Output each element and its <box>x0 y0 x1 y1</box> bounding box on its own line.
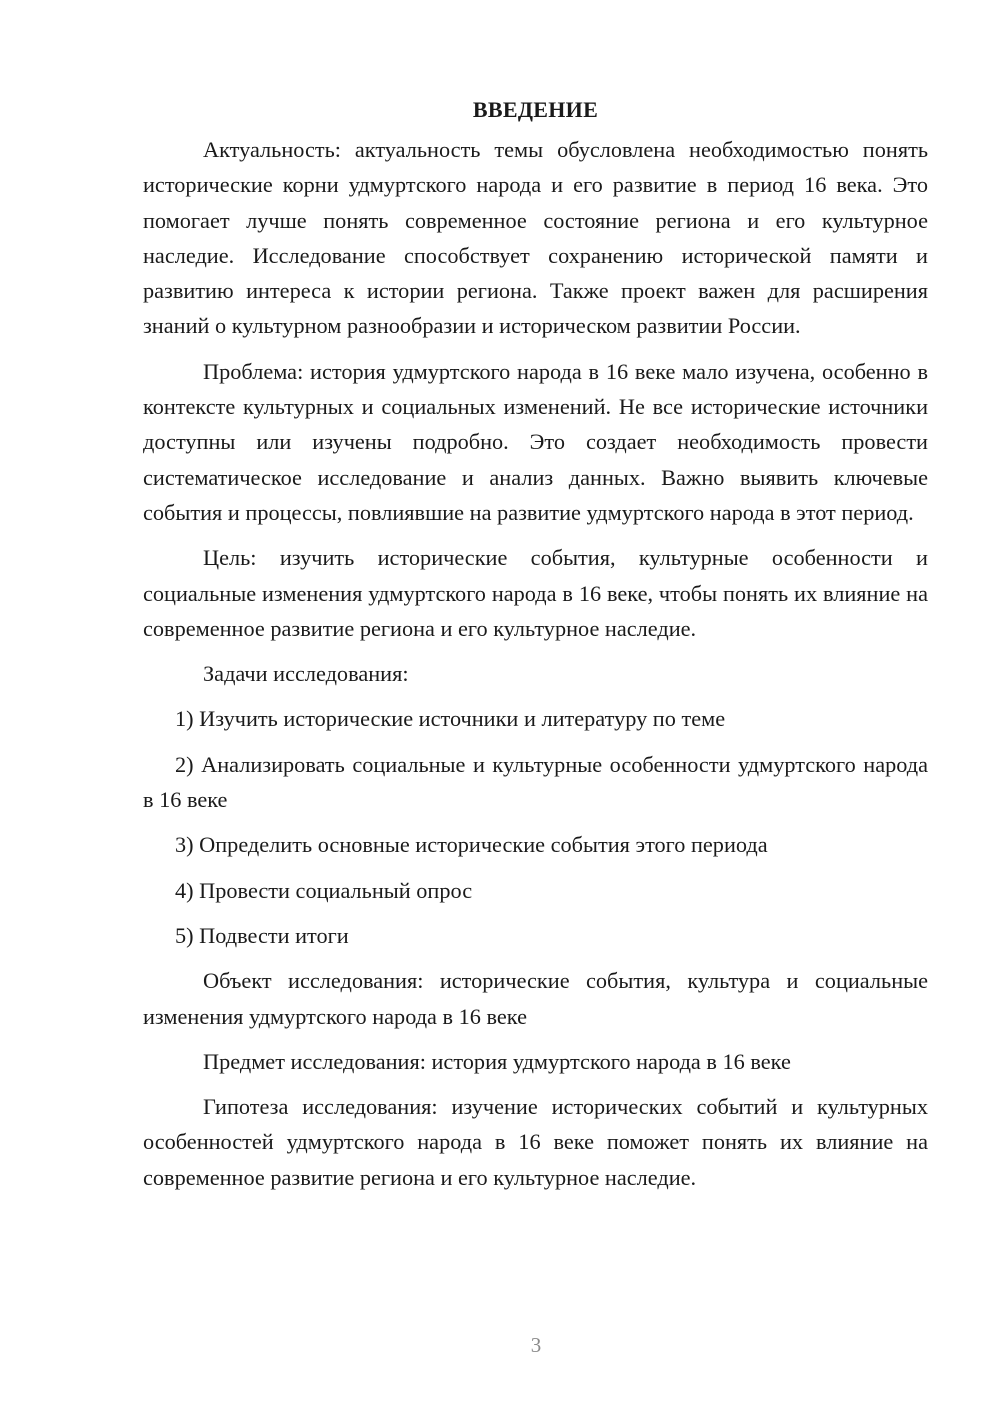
paragraph-subject: Предмет исследования: история удмуртского народа в 16 веке <box>203 1048 791 1074</box>
task-item-3: 3) Определить основные исторические события этого периода <box>175 832 768 858</box>
paragraph-relevance: Актуальность: актуальность темы обусловлена необходимостью понять исторические корни удмуртского народа и его развитие в период 16 века. Это помогает лучше понять современное состояние региона и его культурное наследие. Исследование способствует сохранению исторической памяти и развитию интереса к истории региона. Также проект важен для расширения знаний о культурном разнообразии и историческом развитии России. <box>143 137 928 339</box>
paragraph-hypothesis: Гипотеза исследования: изучение исторических событий и культурных особенностей удмуртского народа в 16 веке поможет понять их влияние на современное развитие региона и его культурное наследие. <box>143 1094 928 1190</box>
document-page <box>143 92 928 1195</box>
page-number: 3 <box>530 1333 542 1357</box>
tasks-heading: Задачи исследования: <box>203 661 409 687</box>
task-item-2: 2) Анализировать социальные и культурные особенности удмуртского народа в 16 веке <box>143 751 928 813</box>
task-item-1: 1) Изучить исторические источники и литературу по теме <box>175 706 726 732</box>
task-item-4: 4) Провести социальный опрос <box>175 877 473 903</box>
paragraph-object: Объект исследования: исторические события, культура и социальные изменения удмуртского народа в 16 веке <box>143 968 928 1029</box>
paragraph-problem: Проблема: история удмуртского народа в 16 веке мало изучена, особенно в контексте культурных и социальных изменений. Не все исторические источники доступны или изучены подробно. Это создает необходимость провести систематическое исследование и анализ данных. Важно выявить ключевые события и процессы, повлиявшие на развитие удмуртского народа в этот период. <box>143 358 928 525</box>
task-item-5: 5) Подвести итоги <box>175 922 349 948</box>
page-title: ВВЕДЕНИЕ <box>472 97 599 122</box>
paragraph-goal: Цель: изучить исторические события, культурные особенности и социальные изменения удмуртского народа в 16 веке, чтобы понять их влияние на современное развитие региона и его культурное наследие. <box>143 545 928 641</box>
